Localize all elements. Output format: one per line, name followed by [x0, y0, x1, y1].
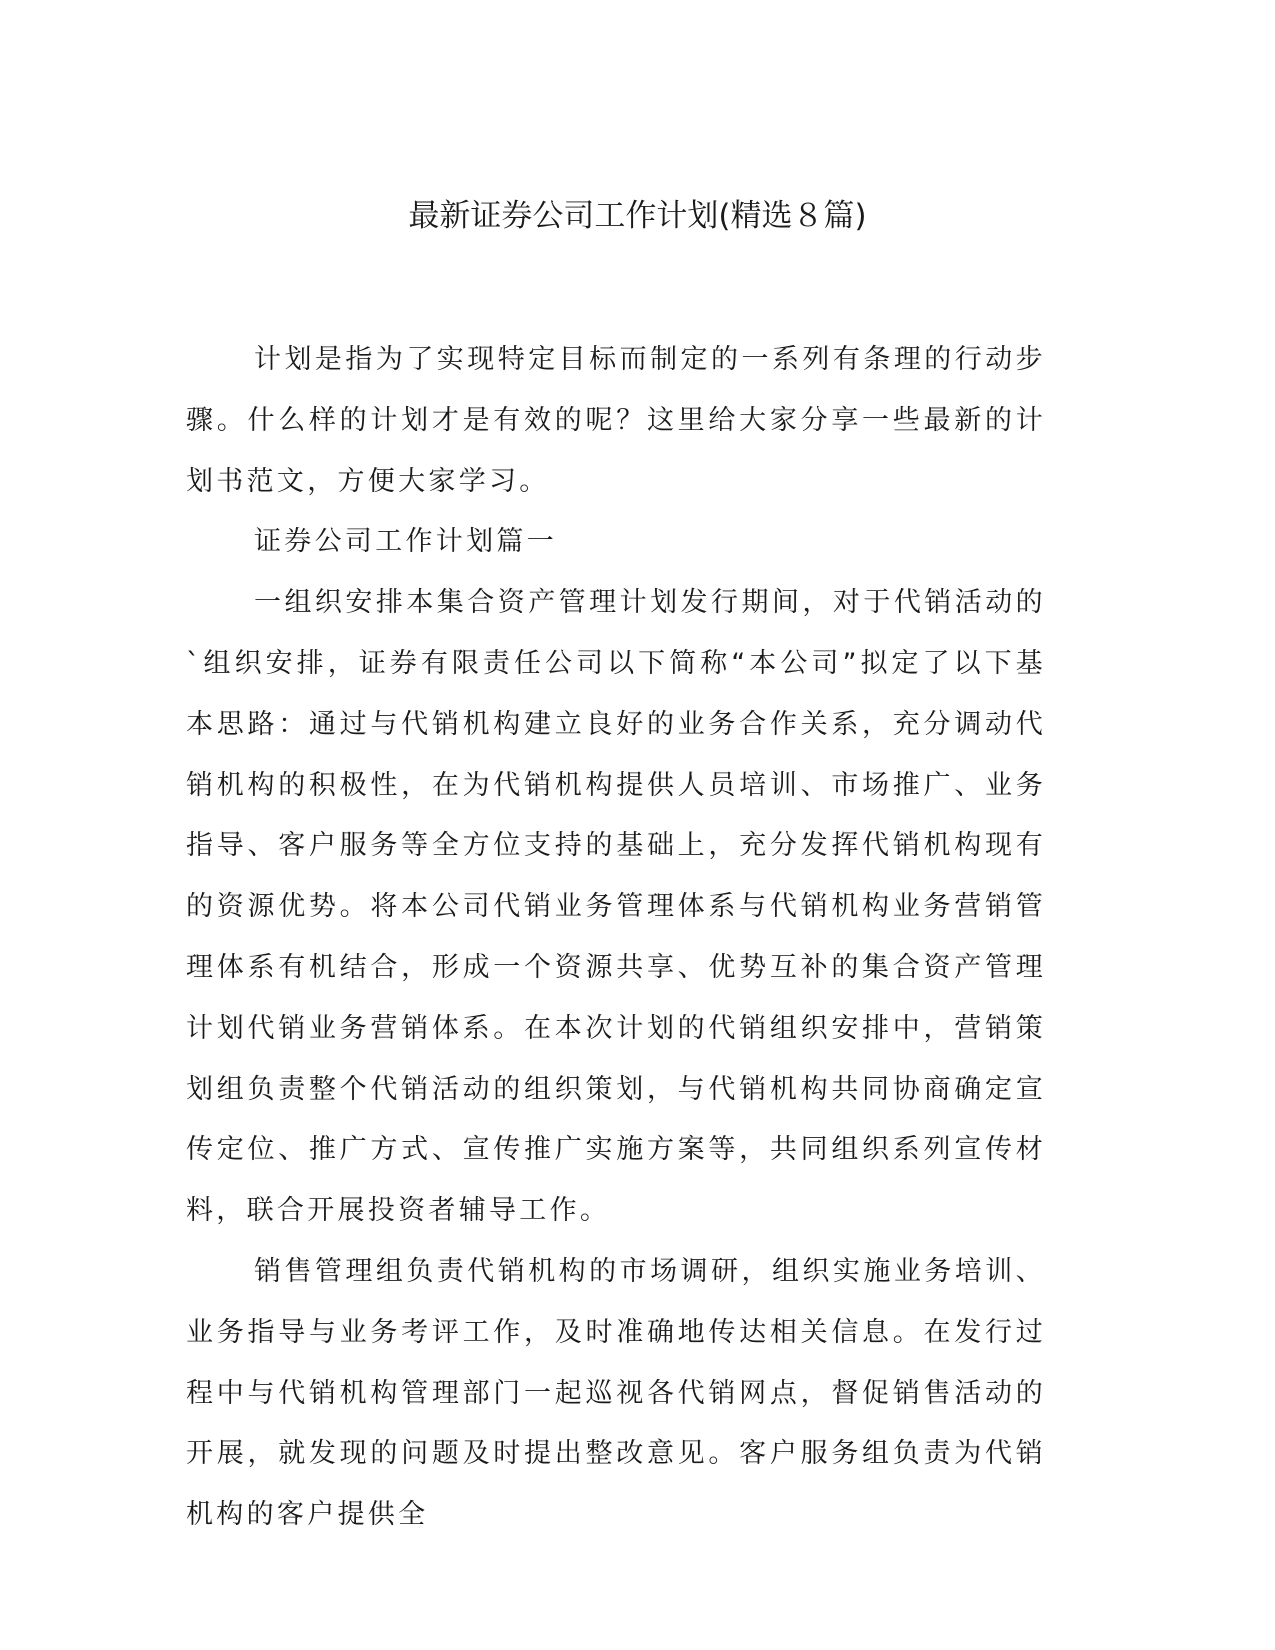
section-heading: 证券公司工作计划篇一: [254, 526, 557, 558]
page-title: 最新证券公司工作计划(精选８篇): [408, 198, 867, 234]
intro-paragraph: 计划是指为了实现特定目标而制定的一系列有条理的行动步骤。什么样的计划才是有效的呢？这里给大家分享一些最新的计划书范文，方便大家学习。: [186, 344, 1046, 497]
body-paragraph-1: 一组织安排本集合资产管理计划发行期间，对于代销活动的`组织安排，证券有限责任公司以下简称“本公司”拟定了以下基本思路：通过与代销机构建立良好的业务合作关系，充分调动代销机构的积极性，在为代销机构提供人员培训、市场推广、业务指导、客户服务等全方位支持的基础上，充分发挥代销机构现有的资源优势。将本公司代销业务管理体系与代销机构业务营销管理体系有机结合，形成一个资源共享、优势互补的集合资产管理计划代销业务营销体系。在本次计划的代销组织安排中，营销策划组负责整个代销活动的组织策划，与代销机构共同协商确定宣传定位、推广方式、宣传推广实施方案等，共同组织系列宣传材料，联合开展投资者辅导工作。: [186, 587, 1046, 1227]
document-body: [186, 330, 1046, 1546]
body-paragraph-2: 销售管理组负责代销机构的市场调研，组织实施业务培训、业务指导与业务考评工作，及时准确地传达相关信息。在发行过程中与代销机构管理部门一起巡视各代销网点，督促销售活动的开展，就发现的问题及时提出整改意见。客户服务组负责为代销机构的客户提供全: [186, 1255, 1046, 1531]
